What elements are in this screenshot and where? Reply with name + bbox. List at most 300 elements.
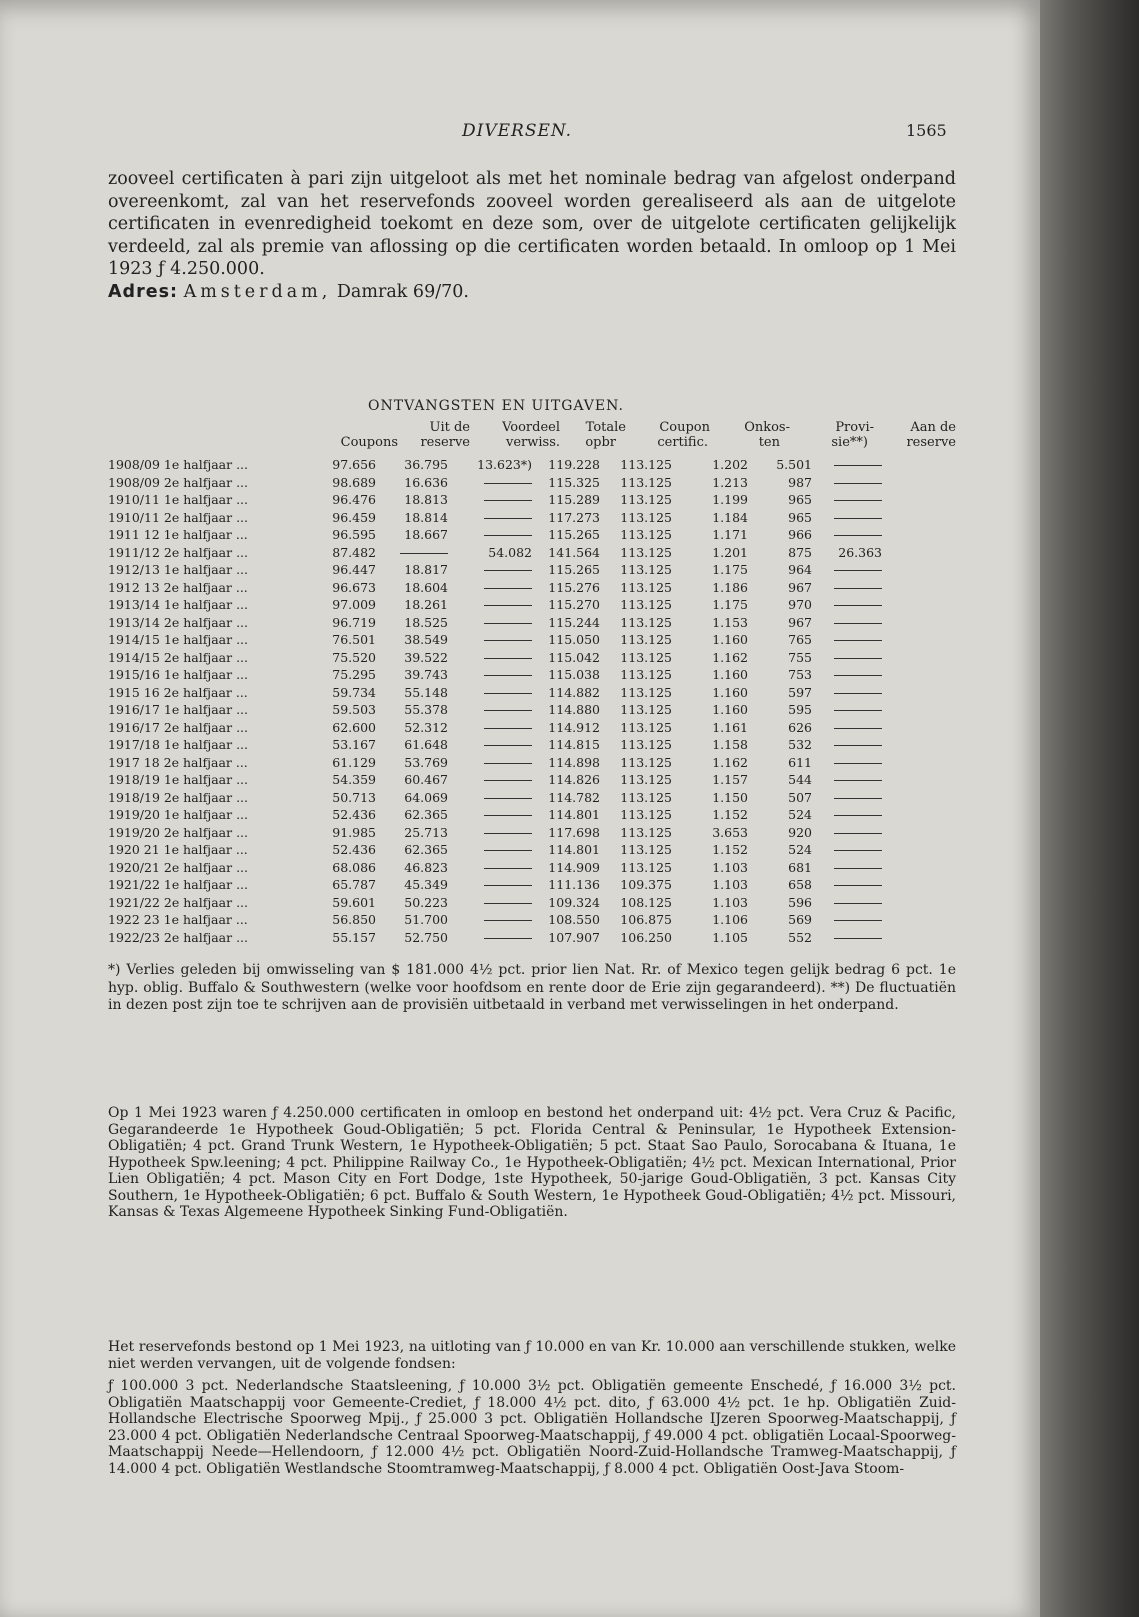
value-cell: 109.324 (548, 894, 600, 910)
period-cell: 1920/21 2e halfjaar ... (108, 859, 249, 875)
reservefonds-section (108, 1339, 956, 1477)
empty-dash (484, 693, 532, 694)
value-cell: 39.743 (404, 667, 448, 682)
empty-dash (834, 903, 882, 904)
value-cell: 1.160 (712, 632, 748, 647)
value-cell: 115.325 (548, 474, 600, 490)
value-cell (812, 631, 882, 649)
value-cell: 115.050 (548, 632, 600, 647)
table-row (108, 474, 882, 492)
value-cell: 52.312 (404, 719, 448, 735)
value-cell: 1.160 (712, 667, 748, 682)
empty-dash (834, 518, 882, 519)
empty-dash (834, 710, 882, 711)
empty-dash (484, 798, 532, 799)
header-reserve-col-line1: Aan de (910, 420, 956, 435)
value-cell: 52.436 (332, 842, 376, 857)
empty-dash (834, 640, 882, 641)
value-cell: 115.276 (548, 579, 600, 595)
value-cell (812, 701, 882, 719)
empty-dash (484, 710, 532, 711)
value-cell: 16.636 (404, 474, 448, 490)
table-row (108, 876, 882, 894)
value-cell (448, 736, 532, 754)
empty-dash (834, 745, 882, 746)
period-cell: 1918/19 1e halfjaar ... (108, 772, 249, 787)
empty-dash (484, 640, 532, 641)
value-cell (812, 649, 882, 667)
value-cell: 597 (788, 684, 812, 700)
header-reserve-line2: reserve (420, 435, 470, 450)
value-cell: 3.653 (712, 824, 748, 840)
value-cell: 56.850 (332, 912, 376, 927)
value-cell: 113.125 (620, 632, 672, 647)
empty-dash (834, 588, 882, 589)
empty-dash (484, 833, 532, 834)
value-cell: 1.103 (712, 859, 748, 875)
value-cell (448, 509, 532, 527)
period-cell: 1916/17 2e halfjaar ... (108, 719, 249, 735)
value-cell: 1.152 (712, 807, 748, 822)
value-cell: 532 (788, 737, 812, 752)
table-row (108, 806, 882, 824)
value-cell: 1.171 (712, 527, 748, 542)
value-cell: 108.550 (548, 912, 600, 927)
period-cell: 1911/12 2e halfjaar ... (108, 544, 249, 560)
value-cell: 1.184 (712, 509, 748, 525)
period-cell: 1922/23 2e halfjaar ... (108, 929, 249, 945)
value-cell: 61.129 (332, 754, 376, 770)
value-cell: 55.148 (404, 684, 448, 700)
value-cell: 114.801 (548, 842, 600, 857)
value-cell: 141.564 (548, 544, 600, 560)
value-cell: 75.520 (332, 649, 376, 665)
value-cell: 1.160 (712, 684, 748, 700)
value-cell (448, 666, 532, 684)
empty-dash (834, 938, 882, 939)
value-cell: 96.595 (332, 527, 376, 542)
address-line (108, 281, 956, 304)
period-cell: 1914/15 1e halfjaar ... (108, 632, 249, 647)
value-cell: 113.125 (620, 859, 672, 875)
value-cell: 1.175 (712, 597, 748, 612)
value-cell: 1.161 (712, 719, 748, 735)
value-cell: 45.349 (404, 877, 448, 892)
value-cell: 114.815 (548, 737, 600, 752)
value-cell: 117.698 (548, 824, 600, 840)
value-cell: 1.106 (712, 912, 748, 927)
table-row (108, 736, 882, 754)
empty-dash (834, 833, 882, 834)
value-cell: 113.125 (620, 737, 672, 752)
value-cell: 87.482 (332, 544, 376, 560)
value-cell: 52.750 (404, 929, 448, 945)
empty-dash (484, 500, 532, 501)
value-cell: 62.365 (404, 807, 448, 822)
value-cell: 1.150 (712, 789, 748, 805)
period-cell: 1913/14 2e halfjaar ... (108, 614, 249, 630)
period-cell: 1916/17 1e halfjaar ... (108, 702, 249, 717)
empty-dash (484, 605, 532, 606)
value-cell: 18.525 (404, 614, 448, 630)
value-cell (448, 561, 532, 579)
value-cell: 1.152 (712, 842, 748, 857)
table-row (108, 509, 882, 527)
empty-dash (484, 938, 532, 939)
period-cell: 1908/09 2e halfjaar ... (108, 474, 249, 490)
table-row (108, 754, 882, 772)
value-cell: 96.447 (332, 562, 376, 577)
value-cell: 64.069 (404, 789, 448, 805)
value-cell (448, 649, 532, 667)
value-cell (812, 474, 882, 492)
value-cell: 53.167 (332, 737, 376, 752)
empty-dash (834, 570, 882, 571)
table-row (108, 859, 882, 877)
value-cell: 113.125 (620, 509, 672, 525)
empty-dash (484, 885, 532, 886)
value-cell: 107.907 (548, 929, 600, 945)
value-cell: 113.125 (620, 719, 672, 735)
table-row (108, 544, 882, 562)
value-cell: 68.086 (332, 859, 376, 875)
empty-dash (484, 570, 532, 571)
period-cell: 1912 13 2e halfjaar ... (108, 579, 248, 595)
value-cell: 13.623*) (477, 457, 532, 472)
value-cell: 117.273 (548, 509, 600, 525)
value-cell: 96.673 (332, 579, 376, 595)
empty-dash (834, 868, 882, 869)
table-row (108, 649, 882, 667)
empty-dash (834, 500, 882, 501)
empty-dash (834, 483, 882, 484)
value-cell (812, 526, 882, 544)
period-cell: 1917 18 2e halfjaar ... (108, 754, 248, 770)
value-cell: 1.153 (712, 614, 748, 630)
empty-dash (834, 780, 882, 781)
value-cell (812, 456, 882, 474)
value-cell: 1.162 (712, 754, 748, 770)
value-cell (812, 824, 882, 842)
period-cell: 1918/19 2e halfjaar ... (108, 789, 249, 805)
value-cell: 1.199 (712, 492, 748, 507)
value-cell (448, 631, 532, 649)
period-cell: 1913/14 1e halfjaar ... (108, 597, 249, 612)
value-cell: 18.814 (404, 509, 448, 525)
value-cell: 658 (788, 877, 812, 892)
value-cell: 114.898 (548, 754, 600, 770)
value-cell: 61.648 (404, 737, 448, 752)
value-cell: 60.467 (404, 772, 448, 787)
value-cell (448, 754, 532, 772)
empty-dash (834, 798, 882, 799)
period-cell: 1910/11 1e halfjaar ... (108, 492, 249, 507)
value-cell: 755 (788, 649, 812, 665)
empty-dash (484, 780, 532, 781)
table-row (108, 579, 882, 597)
table-row (108, 526, 882, 544)
period-cell: 1921/22 1e halfjaar ... (108, 877, 249, 892)
table-body (108, 456, 882, 946)
empty-dash (834, 658, 882, 659)
financial-table (108, 456, 882, 946)
period-cell: 1912/13 1e halfjaar ... (108, 562, 249, 577)
value-cell: 55.157 (332, 929, 376, 945)
value-cell: 115.244 (548, 614, 600, 630)
header-voordeel-line1: Voordeel (502, 420, 560, 435)
period-cell: 1914/15 2e halfjaar ... (108, 649, 249, 665)
value-cell: 91.985 (332, 824, 376, 840)
value-cell (448, 701, 532, 719)
empty-dash (484, 623, 532, 624)
onderpand-text: Op 1 Mei 1923 waren ƒ 4.250.000 certificaten in omloop en bestond het onderpand uit: 4½ pct. Vera Cruz & Pacific, Gegarandeerde 1e Hypotheek Goud-Obligatiën; 5 pct. Florida Central & Peninsular, 1e Hypotheek Extension-Obligatiën; 4 pct. Grand Trunk Western, 1e Hypotheek-Obligatiën; 5 pct. Staat Sao Paulo, Sorocabana & Ituana, 1e Hypotheek Spw.leening; 4 pct. Philippine Railway Co., 1e Hypotheek-Obligatiën; 4½ pct. Mexican International, Prior Lien Obligatiën; 4 pct. Mason City en Fort Dodge, 1ste Hypotheek, 50-jarige Goud-Obligatiën, 3 pct. Kansas City Southern, 1e Hypotheek-Obligatiën; 6 pct. Buffalo & South Western, 1e Hypotheek Goud-Obligatiën; 4½ pct. Missouri, Kansas & Texas Algemeene Hypotheek Sinking Fund-Obligatiën. (108, 1105, 956, 1220)
table-row (108, 631, 882, 649)
value-cell: 965 (788, 509, 812, 525)
table-row (108, 596, 882, 614)
value-cell (812, 719, 882, 737)
value-cell: 113.125 (620, 702, 672, 717)
table-row (108, 894, 882, 912)
book-page-edge (1040, 0, 1139, 1617)
empty-dash (484, 518, 532, 519)
empty-dash (484, 675, 532, 676)
empty-dash (484, 588, 532, 589)
value-cell: 1.105 (712, 929, 748, 945)
value-cell (448, 771, 532, 789)
empty-dash (834, 623, 882, 624)
value-cell (812, 754, 882, 772)
value-cell: 1.157 (712, 772, 748, 787)
intro-section (108, 168, 956, 303)
value-cell: 1.103 (712, 894, 748, 910)
address-label: Adres: (108, 281, 178, 302)
value-cell: 113.125 (620, 579, 672, 595)
empty-dash (834, 693, 882, 694)
value-cell: 53.769 (404, 754, 448, 770)
value-cell (448, 491, 532, 509)
value-cell: 106.250 (620, 929, 672, 945)
value-cell (448, 579, 532, 597)
value-cell: 113.125 (620, 754, 672, 770)
value-cell (448, 876, 532, 894)
empty-dash (484, 868, 532, 869)
value-cell (448, 824, 532, 842)
value-cell (448, 526, 532, 544)
value-cell (448, 911, 532, 929)
value-cell (448, 596, 532, 614)
table-row (108, 456, 882, 474)
value-cell (448, 806, 532, 824)
value-cell (448, 789, 532, 807)
value-cell: 108.125 (620, 894, 672, 910)
empty-dash (834, 465, 882, 466)
onderpand-paragraph (108, 1105, 956, 1221)
value-cell: 595 (788, 702, 812, 717)
value-cell: 113.125 (620, 772, 672, 787)
table-row (108, 789, 882, 807)
value-cell: 18.667 (404, 527, 448, 542)
value-cell (812, 894, 882, 912)
value-cell: 59.601 (332, 894, 376, 910)
table-row (108, 614, 882, 632)
value-cell (448, 929, 532, 947)
value-cell: 115.270 (548, 597, 600, 612)
value-cell: 59.503 (332, 702, 376, 717)
header-coupons: Coupons (340, 435, 398, 450)
value-cell (812, 929, 882, 947)
period-cell: 1915/16 1e halfjaar ... (108, 667, 249, 682)
value-cell (812, 666, 882, 684)
value-cell: 106.875 (620, 912, 672, 927)
header-onkosten-line1: Onkos- (744, 420, 790, 435)
value-cell: 51.700 (404, 912, 448, 927)
value-cell: 65.787 (332, 877, 376, 892)
header-coupon-line1: Coupon (659, 420, 710, 435)
page-number: 1565 (906, 121, 947, 140)
value-cell: 626 (788, 719, 812, 735)
page-header (0, 121, 1040, 145)
value-cell (448, 684, 532, 702)
value-cell: 1.201 (712, 544, 748, 560)
period-cell: 1908/09 1e halfjaar ... (108, 457, 249, 472)
value-cell: 113.125 (620, 544, 672, 560)
value-cell: 113.125 (620, 614, 672, 630)
value-cell: 109.375 (620, 877, 672, 892)
table-row (108, 824, 882, 842)
empty-dash (484, 658, 532, 659)
value-cell: 965 (788, 492, 812, 507)
value-cell: 875 (788, 544, 812, 560)
value-cell: 681 (788, 859, 812, 875)
value-cell: 25.713 (404, 824, 448, 840)
value-cell: 113.125 (620, 649, 672, 665)
value-cell: 966 (788, 527, 812, 542)
header-provisie-line1: Provi- (835, 420, 874, 435)
table-row (108, 684, 882, 702)
value-cell: 18.604 (404, 579, 448, 595)
value-cell: 114.909 (548, 859, 600, 875)
value-cell (812, 561, 882, 579)
value-cell: 119.228 (548, 457, 600, 472)
value-cell: 115.265 (548, 562, 600, 577)
value-cell: 1.186 (712, 579, 748, 595)
header-totale-line2: opbr (585, 435, 616, 450)
value-cell: 55.378 (404, 702, 448, 717)
value-cell: 967 (788, 614, 812, 630)
empty-dash (484, 903, 532, 904)
value-cell: 114.912 (548, 719, 600, 735)
empty-dash (484, 815, 532, 816)
table-row (108, 701, 882, 719)
value-cell: 920 (788, 824, 812, 840)
footnote: *) Verlies geleden bij omwisseling van $ 181.000 4½ pct. prior lien Nat. Rr. of Mexico tegen gelijk bedrag 6 pct. 1e hyp. oblig. Buffalo & Southwestern (welke voor hoofdsom en rente door de Erie zijn gegarandeerd). **) De fluctuatiën in dezen post zijn toe te schrijven aan de provisiën uitbetaald in verband met verwisselingen in het onderpand. (108, 962, 956, 1013)
value-cell: 1.158 (712, 737, 748, 752)
value-cell: 111.136 (548, 877, 600, 892)
empty-dash (834, 885, 882, 886)
value-cell: 113.125 (620, 824, 672, 840)
value-cell: 97.656 (332, 457, 376, 472)
value-cell: 26.363 (838, 544, 882, 560)
empty-dash (484, 483, 532, 484)
value-cell (812, 596, 882, 614)
empty-dash (834, 850, 882, 851)
value-cell: 753 (788, 667, 812, 682)
empty-dash (834, 815, 882, 816)
value-cell: 39.522 (404, 649, 448, 665)
value-cell: 113.125 (620, 562, 672, 577)
value-cell: 987 (788, 474, 812, 490)
header-reserve-col-line2: reserve (906, 435, 956, 450)
table-title: ONTVANGSTEN EN UITGAVEN. (368, 398, 624, 414)
value-cell (812, 736, 882, 754)
value-cell: 62.365 (404, 842, 448, 857)
value-cell: 113.125 (620, 457, 672, 472)
table-column-headers (0, 420, 1040, 456)
period-cell: 1922 23 1e halfjaar ... (108, 912, 248, 927)
period-cell: 1911 12 1e halfjaar ... (108, 527, 248, 542)
value-cell: 507 (788, 789, 812, 805)
value-cell (812, 579, 882, 597)
table-row (108, 929, 882, 947)
table-row (108, 561, 882, 579)
value-cell: 18.817 (404, 562, 448, 577)
value-cell: 50.223 (404, 894, 448, 910)
empty-dash (834, 728, 882, 729)
value-cell: 54.082 (488, 544, 532, 560)
value-cell: 113.125 (620, 789, 672, 805)
value-cell: 1.213 (712, 474, 748, 490)
value-cell: 967 (788, 579, 812, 595)
empty-dash (484, 745, 532, 746)
empty-dash (484, 728, 532, 729)
value-cell: 1.175 (712, 562, 748, 577)
period-cell: 1917/18 1e halfjaar ... (108, 737, 249, 752)
value-cell: 524 (788, 842, 812, 857)
value-cell: 115.265 (548, 527, 600, 542)
header-totale-line1: Totale (585, 420, 626, 435)
value-cell: 765 (788, 632, 812, 647)
value-cell: 611 (788, 754, 812, 770)
value-cell: 113.125 (620, 684, 672, 700)
value-cell: 113.125 (620, 474, 672, 490)
value-cell: 115.038 (548, 667, 600, 682)
value-cell: 96.459 (332, 509, 376, 525)
value-cell: 113.125 (620, 492, 672, 507)
value-cell (812, 806, 882, 824)
value-cell: 1.160 (712, 702, 748, 717)
running-title: DIVERSEN. (462, 121, 573, 141)
value-cell: 18.261 (404, 597, 448, 612)
value-cell: 97.009 (332, 597, 376, 612)
value-cell: 114.882 (548, 684, 600, 700)
intro-paragraph: zooveel certificaten à pari zijn uitgeloot als met het nominale bedrag van afgelost onderpand overeenkomt, zal van het reservefonds zooveel worden gerealiseerd als aan de uitgelote certificaten in evenredigheid toekomt en deze som, over de uitgelote certificaten gelijkelijk verdeeld, zal als premie van aflossing op die certificaten worden betaald. In omloop op 1 Mei 1923 ƒ 4.250.000. (108, 169, 956, 279)
value-cell (448, 841, 532, 859)
value-cell: 569 (788, 912, 812, 927)
value-cell: 113.125 (620, 807, 672, 822)
header-coupon-line2: certific. (657, 435, 708, 450)
period-cell: 1919/20 1e halfjaar ... (108, 807, 249, 822)
value-cell: 113.125 (620, 527, 672, 542)
value-cell: 59.734 (332, 684, 376, 700)
table-row (108, 771, 882, 789)
empty-dash (484, 850, 532, 851)
value-cell: 96.719 (332, 614, 376, 630)
table-row (108, 841, 882, 859)
value-cell: 46.823 (404, 859, 448, 875)
value-cell (448, 614, 532, 632)
value-cell: 54.359 (332, 772, 376, 787)
value-cell: 113.125 (620, 597, 672, 612)
